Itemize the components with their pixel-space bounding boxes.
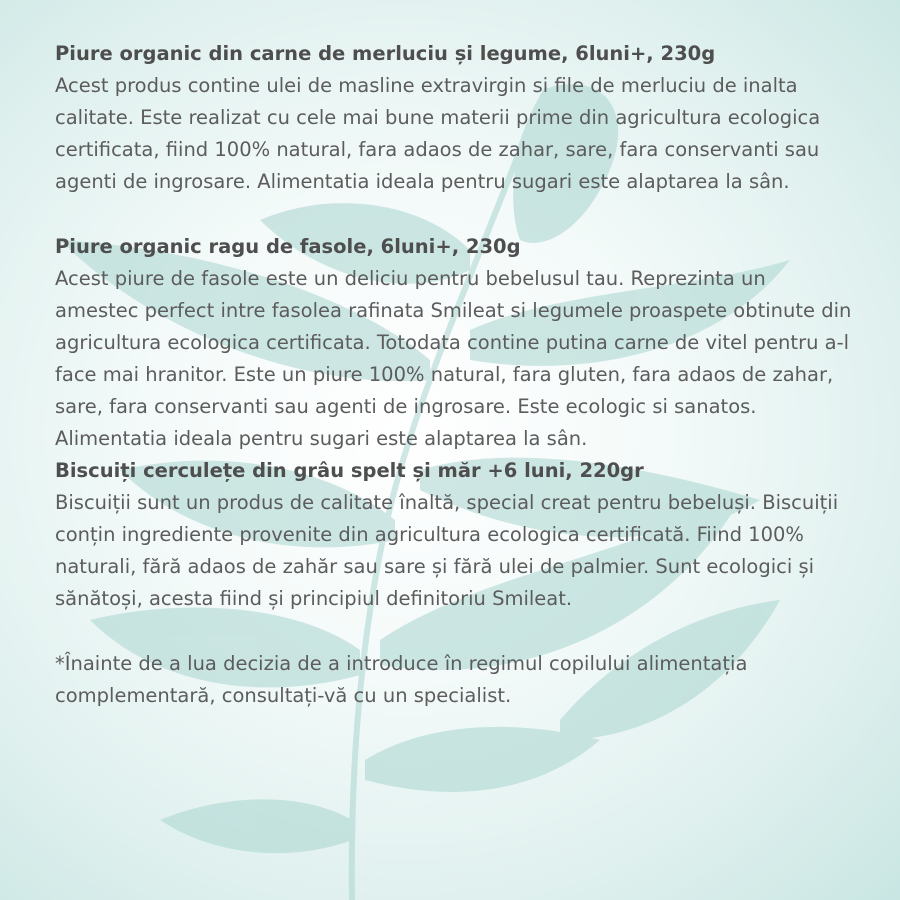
product-section-biscuiti bbox=[55, 455, 855, 615]
product-description: Acest produs contine ulei de masline extravirgin si file de merluciu de inalta calitate. Este realizat cu cele mai bune materii prime din agricultura ecologica certificata, fiind 100% natural, fara adaos de zahar, sare, fara conservanti sau agenti de ingrosare. Alimentatia ideala pentru sugari este alaptarea la sân. bbox=[55, 74, 821, 193]
product-description: Biscuiții sunt un produs de calitate înaltă, special creat pentru bebeluși. Biscuiții conțin ingrediente provenite din agricultura ecologica certificată. Fiind 100% naturali, fără adaos de zahăr sau sare și fără ulei de palmier. Sunt ecologici și sănătoși, acesta fiind și principiul definitoriu Smileat. bbox=[55, 491, 839, 610]
product-section-fasole bbox=[55, 231, 855, 455]
product-title: Piure organic ragu de fasole, 6luni+, 230g bbox=[55, 235, 521, 258]
product-title: Piure organic din carne de merluciu și legume, 6luni+, 230g bbox=[55, 42, 716, 65]
product-section-merluciu bbox=[55, 38, 855, 198]
product-title: Biscuiți cerculețe din grâu spelt și măr +6 luni, 220gr bbox=[55, 459, 644, 482]
disclaimer-note: *Înainte de a lua decizia de a introduce în regimul copilului alimentația complementară, consultați-vă cu un specialist. bbox=[55, 652, 748, 707]
product-descriptions bbox=[55, 38, 855, 712]
section-spacer bbox=[55, 615, 855, 648]
product-description: Acest piure de fasole este un deliciu pentru bebelusul tau. Reprezinta un amestec perfect intre fasolea rafinata Smileat si legumele proaspete obtinute din agricultura ecologica certificata. Totodata contine putina carne de vitel pentru a-l face mai hranitor. Este un piure 100% natural, fara gluten, fara adaos de zahar, sare, fara conservanti sau agenti de ingrosare. Este ecologic si sanatos. Alimentatia ideala pentru sugari este alaptarea la sân. bbox=[55, 267, 852, 450]
section-spacer bbox=[55, 198, 855, 231]
